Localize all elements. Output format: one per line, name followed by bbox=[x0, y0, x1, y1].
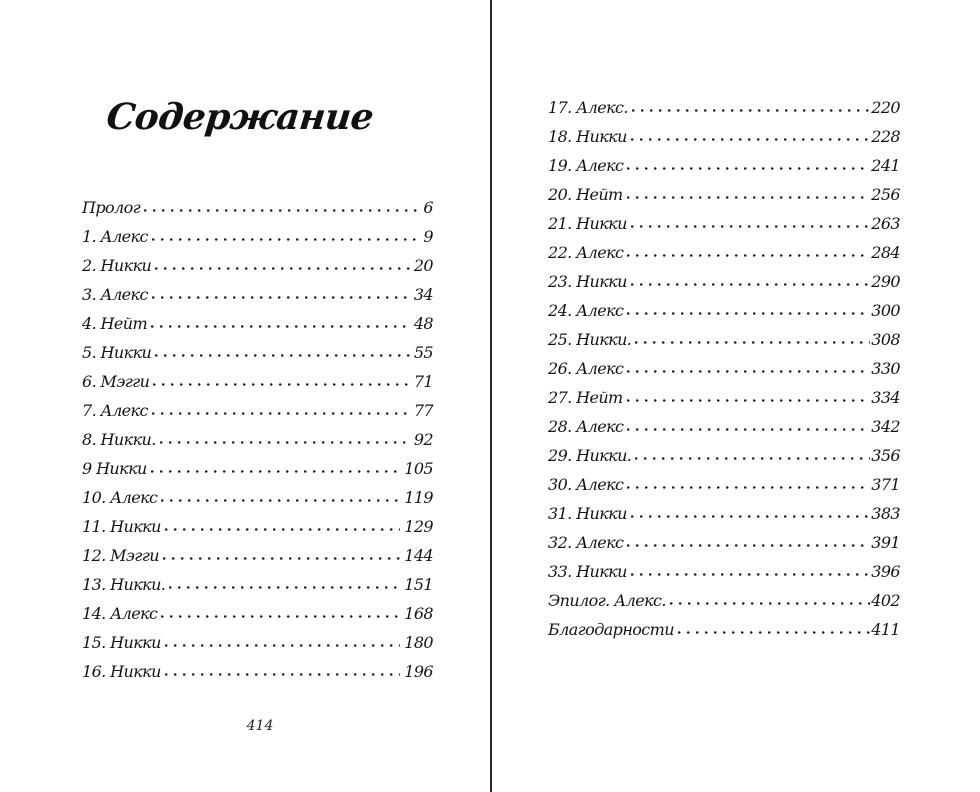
dot-leader bbox=[155, 267, 410, 270]
dot-leader bbox=[161, 615, 400, 618]
toc-entry-label: 19. Алекс bbox=[548, 156, 624, 175]
toc-entry-label: 30. Алекс bbox=[548, 475, 624, 494]
toc-entry-label: 28. Алекс bbox=[548, 417, 624, 436]
toc-entry-page: 228 bbox=[871, 127, 900, 146]
dot-leader bbox=[161, 499, 400, 502]
toc-entry[interactable] bbox=[82, 191, 433, 220]
toc-entry-page: 396 bbox=[871, 562, 900, 581]
toc-entry[interactable] bbox=[548, 468, 900, 497]
dot-leader bbox=[627, 167, 870, 170]
toc-entry-label: 13. Никки. bbox=[82, 575, 166, 594]
toc-entry-page: 308 bbox=[871, 330, 900, 349]
toc-entry-label: 16. Никки bbox=[82, 662, 161, 681]
dot-leader bbox=[670, 602, 870, 605]
dot-leader bbox=[151, 470, 401, 473]
toc-entry[interactable] bbox=[82, 539, 433, 568]
toc-entry-page: 196 bbox=[404, 662, 433, 681]
dot-leader bbox=[163, 557, 400, 560]
toc-entry[interactable] bbox=[548, 439, 900, 468]
toc-entry[interactable] bbox=[548, 497, 900, 526]
dot-leader bbox=[631, 225, 870, 228]
dot-leader bbox=[160, 441, 410, 444]
toc-entry-page: 71 bbox=[413, 372, 433, 391]
toc-entry-label: Эпилог. Алекс. bbox=[548, 591, 666, 610]
toc-entry-label: 4. Нейт bbox=[82, 314, 148, 333]
toc-entry[interactable] bbox=[82, 365, 433, 394]
toc-entry-page: 20 bbox=[413, 256, 433, 275]
toc-entry[interactable] bbox=[82, 510, 433, 539]
dot-leader bbox=[165, 528, 400, 531]
toc-entry-page: 34 bbox=[413, 285, 433, 304]
toc-entry-label: 20. Нейт bbox=[548, 185, 623, 204]
dot-leader bbox=[631, 138, 870, 141]
toc-entry[interactable] bbox=[548, 555, 900, 584]
toc-entry[interactable] bbox=[548, 149, 900, 178]
toc-entry-label: 21. Никки bbox=[548, 214, 627, 233]
toc-entry[interactable] bbox=[548, 91, 900, 120]
toc-entry-page: 402 bbox=[871, 591, 900, 610]
toc-entry-page: 77 bbox=[413, 401, 433, 420]
dot-leader bbox=[144, 209, 419, 212]
toc-entry-page: 168 bbox=[404, 604, 433, 623]
toc-entry[interactable] bbox=[82, 452, 433, 481]
dot-leader bbox=[632, 109, 870, 112]
toc-entry-label: 5. Никки bbox=[82, 343, 152, 362]
toc-entry-page: 92 bbox=[413, 430, 433, 449]
toc-entry[interactable] bbox=[548, 178, 900, 207]
toc-entry-label: 17. Алекс. bbox=[548, 98, 628, 117]
dot-leader bbox=[627, 399, 871, 402]
toc-entry[interactable] bbox=[548, 207, 900, 236]
toc-entry-page: 129 bbox=[404, 517, 433, 536]
toc-entry-label: 24. Алекс bbox=[548, 301, 624, 320]
toc-entry[interactable] bbox=[82, 423, 433, 452]
toc-entry-page: 300 bbox=[871, 301, 900, 320]
toc-entry[interactable] bbox=[548, 236, 900, 265]
toc-entry[interactable] bbox=[82, 568, 433, 597]
toc-entry[interactable] bbox=[82, 278, 433, 307]
toc-entry[interactable] bbox=[82, 220, 433, 249]
toc-entry-page: 342 bbox=[871, 417, 900, 436]
toc-entry-page: 391 bbox=[871, 533, 900, 552]
toc-list-right bbox=[548, 91, 900, 642]
toc-entry-page: 220 bbox=[871, 98, 900, 117]
toc-entry-page: 284 bbox=[871, 243, 900, 262]
toc-entry-label: 3. Алекс bbox=[82, 285, 148, 304]
toc-entry-label: 23. Никки bbox=[548, 272, 627, 291]
toc-entry-label: 29. Никки. bbox=[548, 446, 632, 465]
toc-entry-page: 105 bbox=[404, 459, 433, 478]
toc-entry[interactable] bbox=[548, 265, 900, 294]
dot-leader bbox=[153, 383, 409, 386]
toc-entry[interactable] bbox=[548, 120, 900, 149]
toc-entry[interactable] bbox=[548, 584, 900, 613]
toc-entry-page: 411 bbox=[871, 620, 900, 639]
toc-entry-page: 241 bbox=[871, 156, 900, 175]
toc-entry-label: 15. Никки bbox=[82, 633, 161, 652]
dot-leader bbox=[155, 354, 410, 357]
toc-entry-page: 6 bbox=[423, 198, 433, 217]
toc-entry[interactable] bbox=[82, 597, 433, 626]
toc-entry-page: 356 bbox=[871, 446, 900, 465]
dot-leader bbox=[165, 673, 400, 676]
dot-leader bbox=[152, 238, 420, 241]
toc-entry-page: 55 bbox=[413, 343, 433, 362]
toc-entry-label: 26. Алекс bbox=[548, 359, 624, 378]
toc-entry[interactable] bbox=[82, 481, 433, 510]
dot-leader bbox=[631, 283, 870, 286]
dot-leader bbox=[152, 412, 410, 415]
toc-entry-page: 180 bbox=[404, 633, 433, 652]
toc-entry-label: Благодарности bbox=[548, 620, 674, 639]
toc-entry-label: 31. Никки bbox=[548, 504, 627, 523]
dot-leader bbox=[627, 544, 870, 547]
dot-leader bbox=[169, 586, 400, 589]
dot-leader bbox=[631, 573, 870, 576]
toc-entry-label: 18. Никки bbox=[548, 127, 627, 146]
toc-entry-label: 27. Нейт bbox=[548, 388, 623, 407]
toc-entry-label: 25. Никки. bbox=[548, 330, 632, 349]
toc-entry-label: 1. Алекс bbox=[82, 227, 148, 246]
toc-entry[interactable] bbox=[548, 526, 900, 555]
toc-entry[interactable] bbox=[548, 410, 900, 439]
toc-entry-label: 12. Мэгги bbox=[82, 546, 159, 565]
toc-entry-label: 32. Алекс bbox=[548, 533, 624, 552]
toc-entry[interactable] bbox=[82, 655, 433, 684]
toc-entry[interactable] bbox=[82, 249, 433, 278]
toc-entry[interactable] bbox=[548, 381, 900, 410]
toc-entry-page: 9 bbox=[423, 227, 433, 246]
toc-entry-page: 151 bbox=[404, 575, 433, 594]
dot-leader bbox=[627, 254, 870, 257]
toc-entry[interactable] bbox=[82, 394, 433, 423]
toc-entry-label: 11. Никки bbox=[82, 517, 161, 536]
dot-leader bbox=[627, 486, 870, 489]
toc-entry-label: 6. Мэгги bbox=[82, 372, 150, 391]
dot-leader bbox=[151, 325, 410, 328]
dot-leader bbox=[627, 196, 871, 199]
toc-entry[interactable] bbox=[548, 613, 900, 642]
dot-leader bbox=[635, 457, 870, 460]
toc-entry-label: Пролог bbox=[82, 198, 141, 217]
toc-entry-page: 144 bbox=[404, 546, 433, 565]
toc-entry-label: 10. Алекс bbox=[82, 488, 158, 507]
toc-entry-label: 14. Алекс bbox=[82, 604, 158, 623]
toc-entry[interactable] bbox=[82, 626, 433, 655]
toc-entry-page: 48 bbox=[413, 314, 433, 333]
toc-entry[interactable] bbox=[82, 336, 433, 365]
toc-entry-label: 8. Никки. bbox=[82, 430, 156, 449]
dot-leader bbox=[627, 370, 870, 373]
toc-entry-page: 330 bbox=[871, 359, 900, 378]
toc-entry-label: 7. Алекс bbox=[82, 401, 148, 420]
dot-leader bbox=[165, 644, 400, 647]
dot-leader bbox=[627, 428, 870, 431]
toc-entry-label: 2. Никки bbox=[82, 256, 152, 275]
toc-entry-label: 22. Алекс bbox=[548, 243, 624, 262]
toc-entry-page: 263 bbox=[871, 214, 900, 233]
dot-leader bbox=[635, 341, 870, 344]
toc-list-left bbox=[82, 191, 433, 684]
toc-entry-label: 9 Никки bbox=[82, 459, 147, 478]
toc-entry-page: 256 bbox=[871, 185, 900, 204]
toc-entry[interactable] bbox=[548, 294, 900, 323]
toc-entry[interactable] bbox=[548, 323, 900, 352]
dot-leader bbox=[627, 312, 870, 315]
dot-leader bbox=[631, 515, 870, 518]
toc-entry-page: 383 bbox=[871, 504, 900, 523]
page-number: 414 bbox=[246, 718, 274, 734]
toc-entry-label: 33. Никки bbox=[548, 562, 627, 581]
toc-entry[interactable] bbox=[82, 307, 433, 336]
page-title: Содержание bbox=[104, 96, 376, 138]
dot-leader bbox=[678, 631, 870, 634]
toc-entry[interactable] bbox=[548, 352, 900, 381]
toc-entry-page: 334 bbox=[871, 388, 900, 407]
toc-entry-page: 371 bbox=[871, 475, 900, 494]
toc-entry-page: 119 bbox=[404, 488, 433, 507]
dot-leader bbox=[152, 296, 410, 299]
right-page bbox=[492, 0, 980, 792]
toc-entry-page: 290 bbox=[871, 272, 900, 291]
